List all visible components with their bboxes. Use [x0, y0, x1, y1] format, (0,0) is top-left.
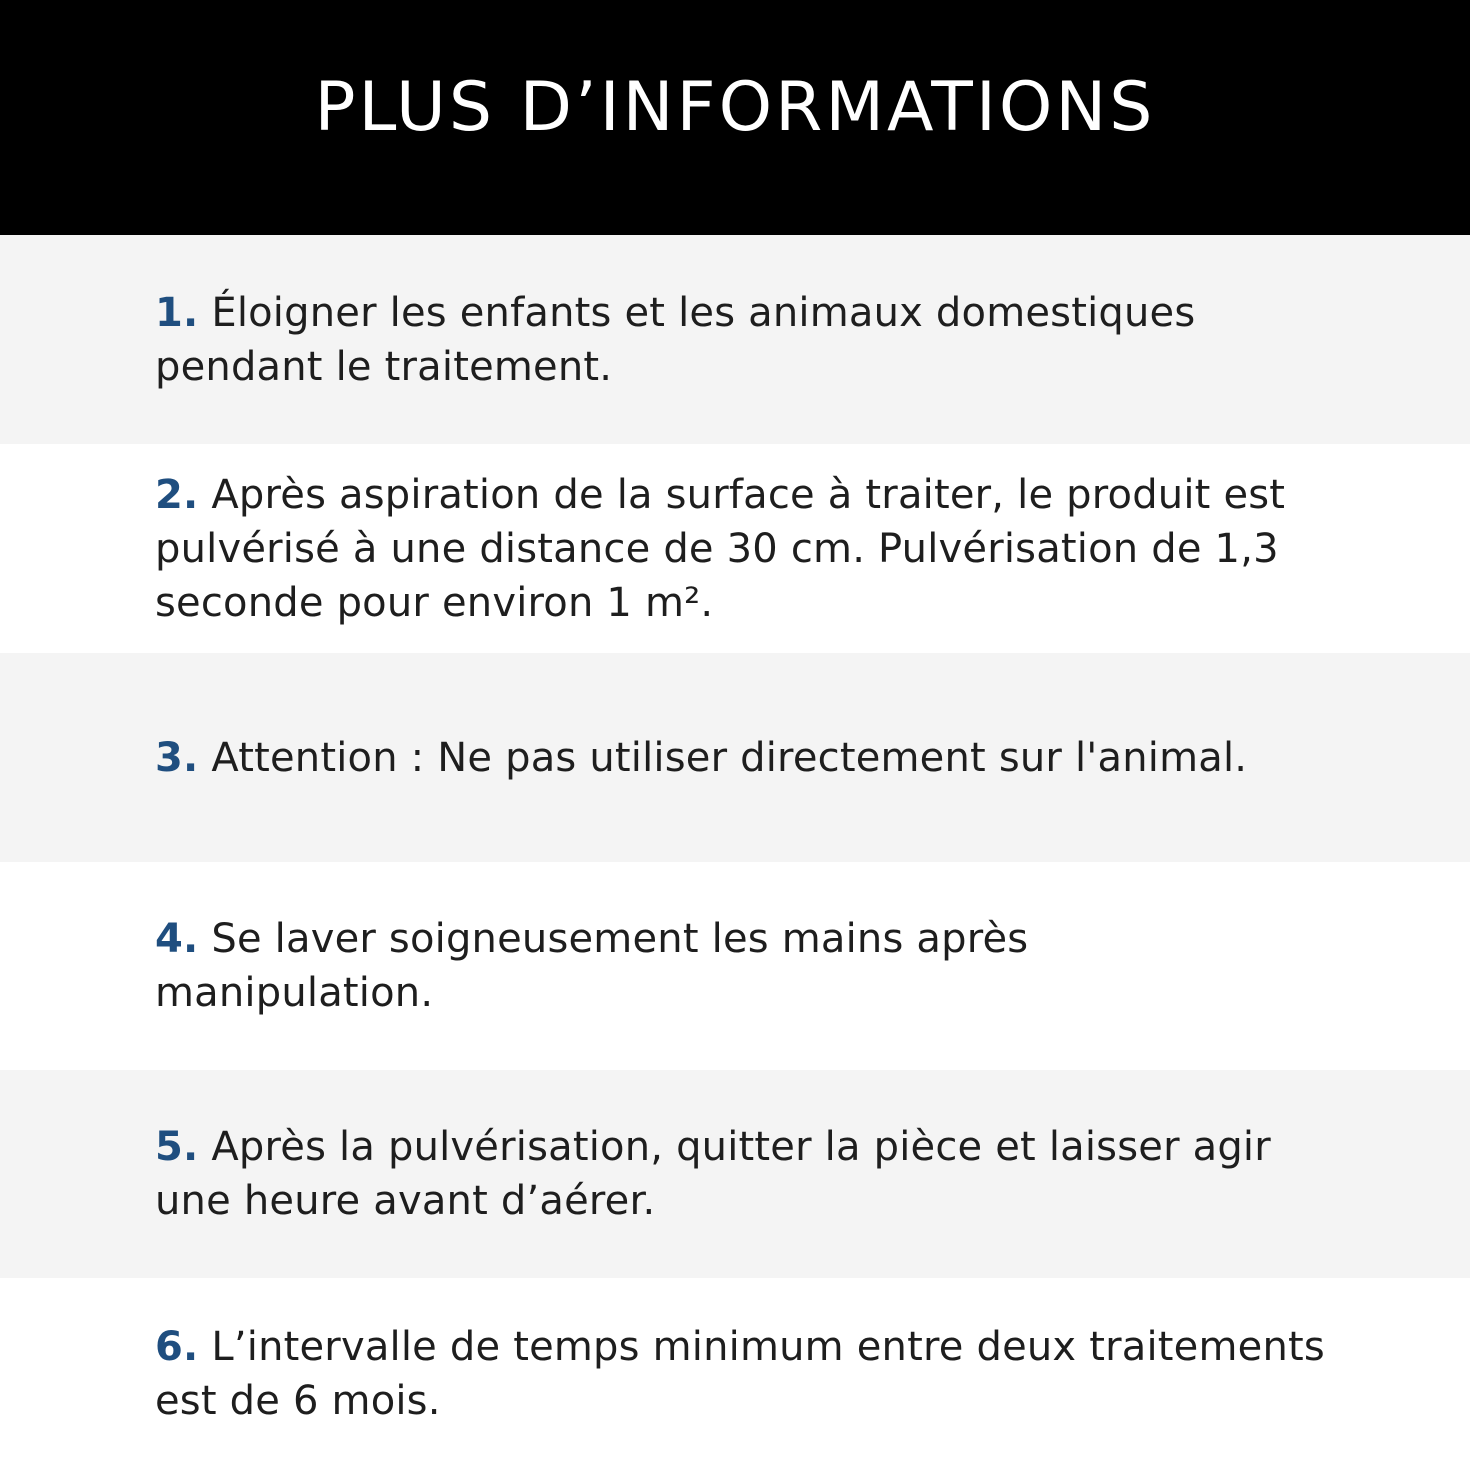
- item-body: Attention : Ne pas utiliser directement sur l'animal.: [198, 734, 1248, 781]
- list-item: [0, 235, 1470, 444]
- list-item: [0, 1278, 1470, 1470]
- item-body: Après la pulvérisation, quitter la pièce et laisser agir une heure avant d’aérer.: [155, 1124, 1271, 1224]
- list-item: [0, 1070, 1470, 1278]
- list-item: [0, 862, 1470, 1070]
- item-number: 1.: [155, 289, 199, 336]
- item-body: Après aspiration de la surface à traiter, le produit est pulvérisé à une distance de 30 cm. Pulvérisation de 1,3 seconde pour environ 1 m².: [155, 471, 1286, 626]
- item-text: [155, 1120, 1340, 1228]
- item-text: [155, 468, 1340, 630]
- header-banner: [0, 0, 1470, 235]
- item-number: 2.: [155, 471, 199, 518]
- list-item: [0, 444, 1470, 653]
- item-number: 6.: [155, 1324, 199, 1370]
- page-title: PLUS D’INFORMATIONS: [314, 68, 1156, 147]
- item-text: [155, 912, 1095, 1020]
- item-number: 3.: [155, 734, 199, 781]
- item-body: Éloigner les enfants et les animaux domestiques pendant le traitement.: [155, 289, 1196, 390]
- item-number: 4.: [155, 916, 199, 962]
- item-body: L’intervalle de temps minimum entre deux traitements est de 6 mois.: [155, 1324, 1325, 1424]
- list-item: [0, 653, 1470, 862]
- item-text: [155, 286, 1265, 394]
- item-number: 5.: [155, 1124, 199, 1170]
- item-text: [155, 731, 1247, 785]
- item-body: Se laver soigneusement les mains après manipulation.: [155, 916, 1029, 1016]
- item-text: [155, 1320, 1395, 1428]
